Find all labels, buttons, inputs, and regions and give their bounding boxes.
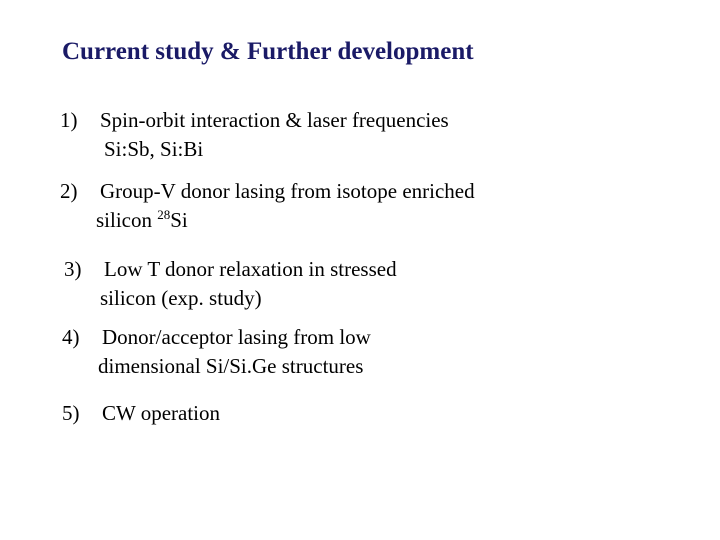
list-item-1 — [60, 106, 449, 164]
item-number: 1) — [60, 108, 78, 132]
list-item-4 — [62, 323, 371, 381]
item-continuation: dimensional Si/Si.Ge structures — [98, 354, 364, 378]
item-number: 2) — [60, 179, 78, 203]
item-text: Group-V donor lasing from isotope enriched — [100, 179, 475, 203]
list-item-5 — [62, 399, 220, 428]
slide-title: Current study & Further development — [62, 38, 474, 65]
item-number: 3) — [64, 257, 82, 281]
list-item-3 — [64, 255, 397, 313]
item-number: 4) — [62, 325, 80, 349]
item-continuation: silicon (exp. study) — [100, 286, 262, 310]
item-text-prefix: silicon — [96, 208, 158, 232]
item-text-suffix: Si — [170, 208, 188, 232]
item-text: Donor/acceptor lasing from low — [102, 325, 371, 349]
item-text: Low T donor relaxation in stressed — [104, 257, 397, 281]
item-continuation: Si:Sb, Si:Bi — [104, 137, 204, 161]
item-text: Spin-orbit interaction & laser frequencies — [100, 108, 449, 132]
item-text: CW operation — [102, 401, 221, 425]
list-item-2 — [60, 177, 475, 235]
item-continuation — [60, 206, 475, 235]
item-number: 5) — [62, 401, 80, 425]
isotope-mass-number: 28 — [157, 207, 171, 222]
